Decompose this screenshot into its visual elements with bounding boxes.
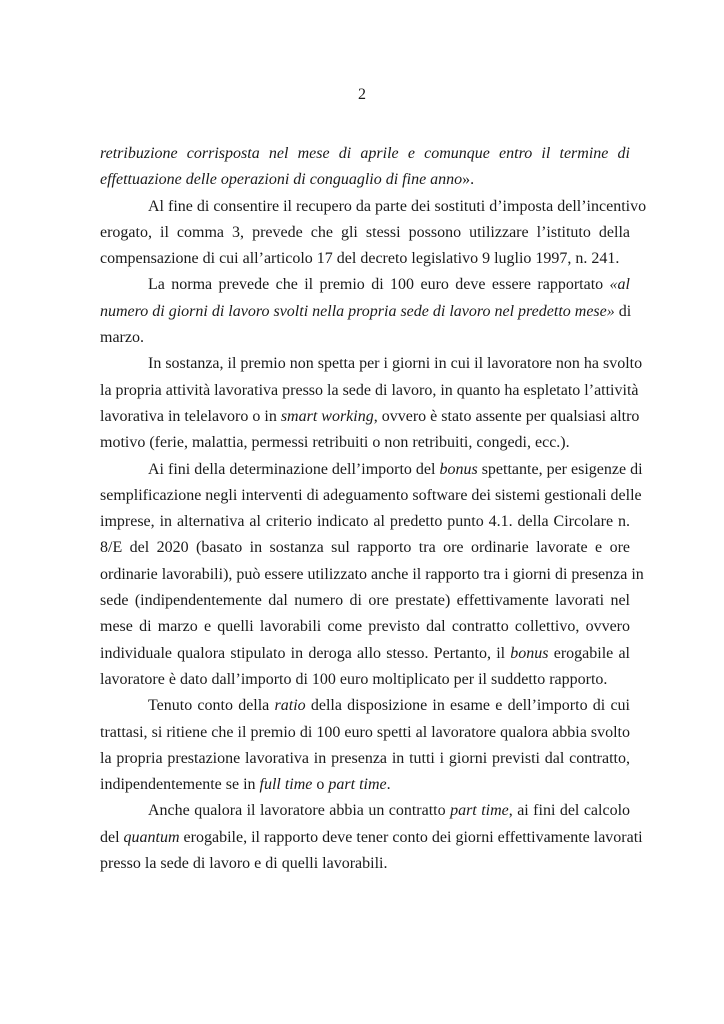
text-line [100, 851, 630, 877]
text-run: Al fine di consentire il recupero da parte dei sostituti d’imposta dell’incentivo [148, 197, 647, 215]
text-line [100, 246, 630, 272]
text-run: ». [462, 171, 475, 189]
italic-text: quantum [123, 828, 180, 846]
text-line [100, 141, 630, 167]
text-line [100, 457, 643, 483]
text-line [100, 693, 630, 719]
text-line [100, 483, 642, 509]
text-line [100, 404, 640, 430]
text-run: la propria attività lavorativa presso la sede di lavoro, in quanto ha espletato l’attività [100, 381, 639, 399]
text-run: . [386, 776, 391, 794]
text-line [100, 325, 630, 351]
text-run: Ai fini della determinazione dell’importo del [148, 460, 440, 478]
text-line [100, 430, 630, 456]
text-run: Anche qualora il lavoratore abbia un contratto [148, 802, 451, 820]
text-line [100, 351, 643, 377]
text-run: compensazione di cui all’articolo 17 del decreto legislativo 9 luglio 1997, n. 241. [100, 250, 620, 268]
text-line [100, 272, 630, 298]
text-run: trattasi, si ritiene che il premio di 100 euro spetti al lavoratore qualora abbia svolto [100, 723, 630, 741]
text-line [100, 614, 630, 640]
text-run: Tenuto conto della [148, 697, 275, 715]
italic-text: smart working [280, 407, 374, 425]
text-run: presso la sede di lavoro e di quelli lavorabili. [100, 855, 388, 873]
text-line [100, 194, 647, 220]
text-run: o [312, 776, 329, 794]
text-run: semplificazione negli interventi di adeguamento software dei sistemi gestionali delle [100, 486, 642, 504]
text-line [100, 825, 643, 851]
paragraph [100, 272, 630, 351]
page-number: 2 [358, 86, 366, 103]
text-run: In sostanza, il premio non spetta per i giorni in cui il lavoratore non ha svolto [148, 355, 643, 373]
text-line [100, 641, 630, 667]
text-run: del [100, 828, 124, 846]
text-line [100, 588, 630, 614]
text-run: di [614, 302, 632, 320]
text-run: marzo. [100, 329, 144, 347]
text-run: lavoratore è dato dall’importo di 100 euro moltiplicato per il suddetto rapporto. [100, 670, 608, 688]
text-run: 8/E del 2020 (basato in sostanza sul rapporto tra ore ordinarie lavorate e ore [100, 539, 630, 557]
paragraph [100, 457, 644, 694]
italic-text: full time [259, 776, 313, 794]
text-run: della disposizione in esame e dell’importo di cui [305, 697, 630, 715]
text-line [100, 798, 630, 824]
italic-text: bonus [510, 644, 549, 662]
text-run: spettante, per esigenze di [477, 460, 643, 478]
text-line [100, 167, 630, 193]
text-run: , ovvero è stato assente per qualsiasi altro [373, 407, 640, 425]
italic-text: retribuzione corrisposta nel mese di aprile e comunque entro il termine di [100, 145, 630, 162]
italic-text: «al [609, 276, 630, 294]
text-line [100, 667, 630, 693]
text-run: lavorativa in telelavoro o in [100, 407, 281, 425]
italic-text: bonus [439, 460, 478, 478]
text-run: individuale qualora stipulato in deroga allo stesso. Pertanto, il [100, 644, 511, 662]
text-line [100, 562, 644, 588]
text-line [100, 378, 639, 404]
text-run: erogato, il comma 3, prevede che gli stessi possono utilizzare l’istituto della [100, 223, 630, 241]
text-run: motivo (ferie, malattia, permessi retribuiti o non retribuiti, congedi, ecc.). [100, 434, 570, 452]
text-run: ordinarie lavorabili), può essere utilizzato anche il rapporto tra i giorni di presenza in [100, 565, 644, 583]
text-run: imprese, in alternativa al criterio indicato al predetto punto 4.1. della Circolare n. [100, 513, 630, 531]
text-run: sede (indipendentemente dal numero di ore prestate) effettivamente lavorati nel [100, 592, 630, 610]
italic-text: numero di giorni di lavoro svolti nella propria sede di lavoro nel predetto mese» [100, 302, 615, 320]
text-run: La norma prevede che il premio di 100 euro deve essere rapportato [148, 276, 610, 294]
italic-text: part time [328, 776, 387, 794]
text-run: la propria prestazione lavorativa in presenza in tutti i giorni previsti dal contratto, [100, 749, 630, 767]
text-line [100, 509, 630, 535]
italic-text: part time [450, 802, 509, 820]
paragraph [100, 798, 643, 877]
text-line [100, 720, 630, 746]
text-run: indipendentemente se in [100, 776, 260, 794]
text-line [100, 299, 630, 325]
paragraph [100, 141, 630, 194]
paragraph [100, 194, 647, 273]
italic-text: effettuazione delle operazioni di conguaglio di fine anno [100, 171, 463, 189]
text-line [100, 535, 630, 561]
text-run: erogabile al [548, 644, 630, 662]
italic-text: ratio [274, 697, 306, 715]
text-line [100, 220, 630, 246]
paragraph [100, 351, 643, 456]
text-line [100, 772, 630, 798]
text-line [100, 746, 630, 772]
paragraph [100, 693, 630, 798]
text-run: , ai fini del calcolo [508, 802, 631, 820]
text-run: erogabile, il rapporto deve tener conto dei giorni effettivamente lavorati [179, 828, 643, 846]
document-body [100, 141, 647, 877]
text-run: mese di marzo e quelli lavorabili come previsto dal contratto collettivo, ovvero [100, 618, 630, 636]
